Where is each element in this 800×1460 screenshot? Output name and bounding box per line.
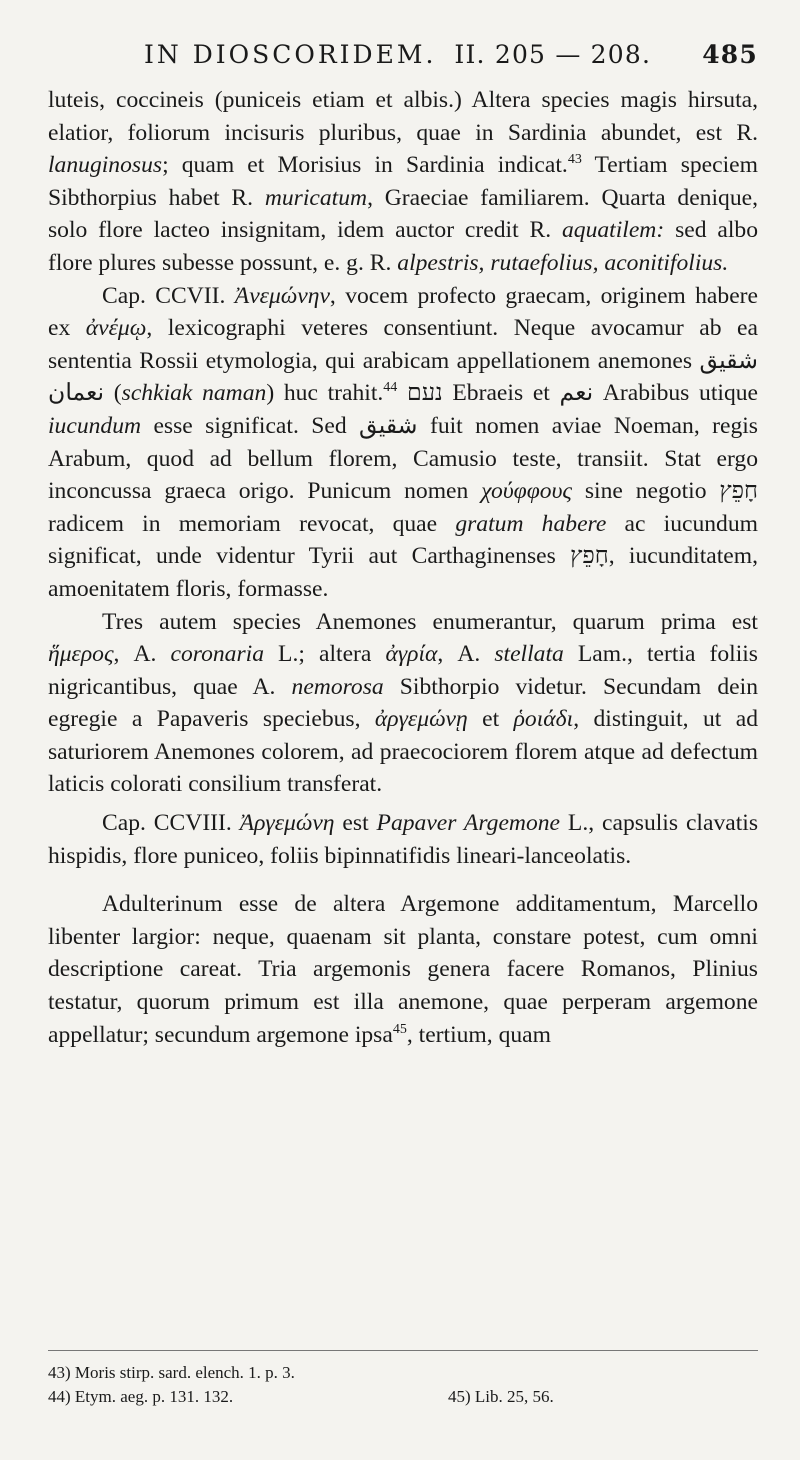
arabic-text: نعم [559,380,594,407]
footnote-ref-45[interactable]: 45 [392,1021,407,1037]
hebrew-text: נעם [406,380,443,407]
running-head [48,40,758,84]
hebrew-text: חָפֵץ [719,478,758,505]
arabic-text: شقيق نعمان [48,347,758,407]
footnote-43: 43) Moris stirp. sard. elench. 1. p. 3. [48,1363,295,1382]
footnote-44: 44) Etym. aeg. p. 131. 132. [48,1387,234,1406]
paragraph-argemone: Adulterinum esse de altera Argemone additamentum, Marcello libenter largior: neque, quaenam sit planta, constare potest, cum omni descriptione careat. Tria argemonis genera facere Romanos, Plinius testatur, quorum primum est illa anemone, quae perperam argemone appellatur; secundum argemone ipsa$^{45}$, tertium, quam [48,891,758,1048]
footnote-45: 45) Lib. 25, 56. [448,1387,554,1406]
paragraph-cap-ccvii: Cap. CCVII. Ἀνεμώνην, vocem profecto graecam, originem habere ex ἀνέμῳ, lexicographi veteres consentiunt. Neque avocamur ab ea sententia Rossii etymologia, qui arabicam appellationem anemones شقيق نعمان (schkiak naman) huc trahit.$^{44}$ נעם Ebraeis et نعم Arabibus utique iucundum esse significat. Sed شقيق fuit nomen aviae Noeman, regis Arabum, quod ad bellum florem, Camusio teste, transiit. Stat ergo inconcussa graeca origo. Punicum nomen χούφφους sine negotio חָפֵץ radicem in memoriam revocat, quae gratum habere ac iucundum significat, unde videntur Tyrii aut Carthaginenses חָפֵץ, iucunditatem, amoenitatem floris, formasse. [48,282,759,602]
section-range: II. 205 — 208. [454,40,652,69]
footnote-ref-44[interactable]: 44 [383,380,398,396]
body-text [48,84,758,1051]
paragraph-cap-ccviii: Cap. CCVIII. Ἀργεμώνη est Papaver Argemone L., capsulis clavatis hispidis, flore puniceo, foliis bipinnatifidis lineari-lanceolatis. [48,810,759,869]
paragraph-species: Tres autem species Anemones enumerantur, quarum prima est ἥμερος, A. coronaria L.; altera ἀγρία, A. stellata Lam., tertia foliis nigricantibus, quae A. nemorosa Sibthorpio videtur. Secundam dein egregie a Papaveris speciebus, ἀργεμώνῃ et ῥοιάδι, distinguit, ut ad saturiorem Anemones colorem, ad praecociorem florem atque ad defectum laticis colorati consilium transferat. [48,608,759,798]
book-page [48,40,758,1051]
hebrew-text: חָפֵץ [570,543,609,570]
paragraph-ranunculus: luteis, coccineis (puniceis etiam et albis.) Altera species magis hirsuta, elatior, foliorum incisuris pluribus, quae in Sardinia abundet, est R. lanuginosus; quam et Morisius in Sardinia indicat.$^{43}$ Tertiam speciem Sibthorpius habet R. muricatum, Graeciae familiarem. Quarta denique, solo flore lacteo insignitam, idem auctor credit R. aquatilem: sed albo flore plures subesse possunt, e. g. R. alpestris, rutaefolius, aconitifolius. [48,87,759,276]
footnotes [48,1350,758,1409]
arabic-text: شقيق [359,412,418,439]
page-number: 485 [702,40,758,69]
footnote-ref-43[interactable]: 43 [567,152,582,168]
running-title: IN DIOSCORIDEM. [144,40,437,69]
